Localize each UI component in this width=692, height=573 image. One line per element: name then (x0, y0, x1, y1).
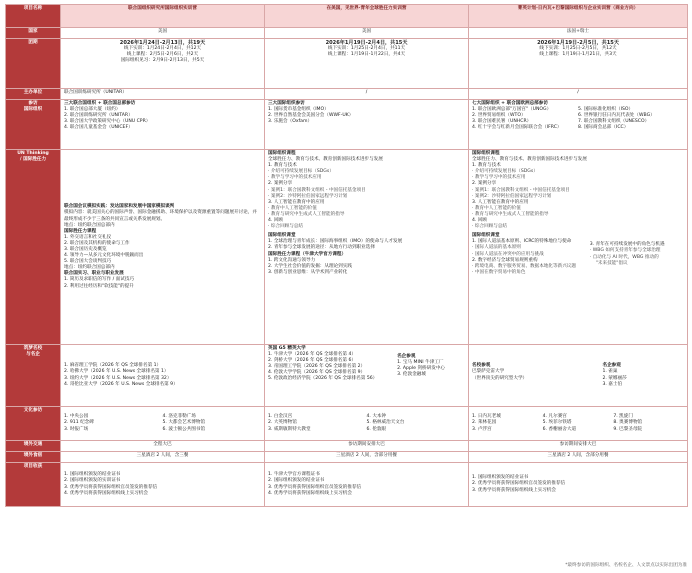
schools-p1-item: 1. 麻省理工学院（2026 年 QS 全球排名第 1） (64, 363, 162, 369)
unthinking-p3-item: · 案例2：沙特阿拉伯国家远程学习计划 (472, 193, 552, 199)
schools-p2-enterprise: 1. 宝马 MINI 牛津工厂 (397, 360, 444, 366)
schools-p2-item: 5. 伦敦政治经济学院（2026 年 QS 全球排名第 56） (268, 376, 378, 382)
unthinking-p1-section2-location: 地点：纽约联合国总部内 (64, 265, 115, 271)
lodging-p1: 三星酒店 2 人间，含三餐 (61, 452, 265, 463)
transport-p3: 参访期间安排大巴 (469, 441, 688, 452)
orgs-p1-item: 2. 联合国训练研究所（UNITAR） (64, 113, 133, 119)
unthinking-p2-item: 3. 创新与创业思维：从学术到产业转化 (268, 269, 348, 275)
culture-p2-item: 4. 大本钟 (366, 414, 387, 420)
unthinking-p2-item: 1. 教育与技术 (268, 163, 297, 169)
orgs-p3-item: 7. 联合国教科文组织（UNESCO） (578, 119, 650, 125)
country-p2: 美国 (265, 28, 469, 39)
country-p1: 美国 (61, 28, 265, 39)
rewards-p3-item: 3. 优秀学员将获得国际组织线上实习机会 (472, 487, 556, 493)
unthinking-p1-section2-title: 国际胜任力课程 (64, 228, 97, 234)
orgs-p3 (469, 100, 688, 150)
row-label-orgs: 参访 国际组织 (6, 100, 61, 150)
unthinking-p3-item: · 案例1：联合国教科文组织 - 中国信托基金项目 (472, 187, 570, 193)
culture-p2-item: 2. 大英博物馆 (268, 420, 297, 426)
row-label-transport: 境外交通 (6, 441, 61, 452)
unthinking-p2-item: 1. 跨文化沟通与领导力 (268, 257, 316, 263)
row-label-rewards: 项目收获 (6, 463, 61, 507)
schools-p3-item: 巴黎萨克雷大学 (472, 369, 505, 375)
schools-p2-item: 3. 帝国理工学院（2026 年 QS 全球排名第 2） (268, 364, 366, 370)
schedule-p1-line1: 线下实训：1月24日-2月4日，共12天 (123, 46, 202, 52)
footnote: *最终参访的国际组织、名校名企、人文景点以实际出团为准 (565, 563, 687, 568)
schedule-p2-line1: 线下实训：1月25日-2月4日，共11天 (327, 46, 406, 52)
culture-p1-item: 4. 洛克菲勒广场 (162, 414, 196, 420)
unthinking-p3-item: · 自动化与 AI 时代，WBG 推动的 (589, 254, 659, 260)
culture-p3-item: 6. 香榭丽舍大道 (542, 426, 577, 432)
unthinking-p3-item: · 教育中人工智能的价值 (472, 205, 521, 211)
unthinking-p3-item: 3. 人工智能在教育中的应用 (472, 199, 529, 205)
unthinking-p2-item: · 案例1：联合国教科文组织 - 中国信托基金项目 (268, 187, 366, 193)
culture-p3-item: 7. 凯旋门 (613, 414, 633, 420)
orgs-p1-item: 4. 联合国儿童基金会（UNICEF） (64, 125, 133, 131)
unthinking-p3-item: · 介绍可持续发展目标（SDGs） (472, 169, 538, 175)
unthinking-p1-item: 2. 利用过往经历和"软技能"的提升 (64, 283, 134, 289)
schools-p3-enterprise: 1. 雀巢 (602, 369, 618, 375)
schools-p2-item: 1. 牛津大学（2026 年 QS 全球排名第 4） (268, 352, 356, 358)
row-country (6, 28, 688, 39)
schools-p1-item: 3. 纽约大学（2026 年 U.S. News 全球排名第 32） (64, 375, 172, 381)
schedule-p1-line3: 国际组织见习：2月9日-2月13日，共5天 (120, 58, 205, 64)
unthinking-p2-item: 1. 全球治理与青年成长：国际海事组织（IMO）的使命与人才发展 (268, 239, 403, 245)
culture-p1-item: 5. 大都会艺术博物馆 (162, 420, 206, 426)
rewards-p1 (61, 463, 265, 507)
culture-p3-item: 5. 埃菲尔铁塔 (542, 420, 572, 426)
schedule-p3-dates: 2026年1月19日-2月5日，共15天 (537, 40, 619, 46)
schools-p2-title: 英国 G5 精英大学 (268, 346, 306, 351)
unthinking-p2-item: · 介绍可持续发展目标（SDGs） (268, 169, 334, 175)
rewards-p3-item: 2. 优秀学员将获得国际组织官员签发的推荐信 (472, 481, 566, 487)
culture-p1-item: 6. 波士顿公共图书馆 (162, 426, 206, 432)
header-corner: 项目名称 (6, 5, 61, 28)
unthinking-p2-item: 2. 青年参与全球发展的途径：从地方行动到职业选择 (268, 245, 375, 251)
unthinking-p3-item: · 跨境电商、数字服务贸易、数据本地化等新兴议题 (472, 263, 576, 269)
unthinking-p3-section1-title: 国际组织课程 (472, 151, 500, 156)
row-label-schools: 筑梦名校 与名企 (6, 345, 61, 407)
orgs-p3-item: 4. 红十字会与红新月会国际联合会（IFRC） (472, 125, 562, 131)
row-lodging (6, 452, 688, 463)
unthinking-p3-section1-body: 全球胜任力、教育与技术、教育创新国际技术进步与发展 (472, 157, 587, 163)
culture-p2-item: 3. 威斯敏斯特大教堂 (268, 426, 311, 432)
schedule-p2-dates: 2026年1月19日-2月4日，共15天 (325, 40, 408, 46)
orgs-p3-item: 6. 世界银行驻日内瓦代表处（WBG） (578, 113, 655, 119)
unthinking-p3-item: · 中国在数字贸易中的角色 (472, 269, 526, 275)
unthinking-p3-item: 4. 回顾 (472, 218, 488, 224)
rewards-p1-item: 4. 优秀学员将获得国际组织线上实习机会 (64, 490, 148, 496)
row-rewards (6, 463, 688, 507)
unthinking-p2-item: · 教育中人工智能的价值 (268, 205, 317, 211)
rewards-p2-item: 4. 优秀学员将获得国际组织线上实习机会 (268, 490, 352, 496)
rewards-p3 (469, 463, 688, 507)
orgs-p3-item: 1. 联合国欧洲总部"万国宫"（UNOG） (472, 107, 552, 113)
culture-p1-item: 1. 中央公园 (64, 414, 89, 420)
schools-p3-enterprise: 3. 嘉士伯 (602, 381, 623, 387)
schools-p3 (469, 345, 688, 407)
rewards-p2-item: 1. 牛津大学官方课程证书 (268, 472, 320, 478)
unthinking-p3-item: · 教学与学习中的技术应用 (472, 175, 526, 181)
orgs-p1 (61, 100, 265, 150)
transport-p1: 全程大巴 (61, 441, 265, 452)
orgs-p2-item: 1. 国际货币基金组织（IMO） (268, 107, 329, 113)
lodging-p2: 三星酒店 2 人间，含部分用餐 (265, 452, 469, 463)
schools-p2-item: 4. 伦敦大学学院（2026 年 QS 全球排名第 9） (268, 370, 366, 376)
culture-p2 (265, 407, 469, 441)
schools-p3-item: （世界顶尖的研究型大学） (472, 375, 528, 381)
unthinking-p2-section1-body: 全球胜任力、教育与技术、教育创新国际技术进步与发展 (268, 157, 383, 163)
culture-p1-item: 2. 911 纪念碑 (64, 420, 94, 426)
culture-p3-item: 2. 莱林花园 (472, 420, 497, 426)
unthinking-p1-item: 4. 领导力—从多元文化环境中脱颖而出 (64, 253, 144, 259)
orgs-p1-item: 3. 联合国大学政策研究中心（UNU CPR） (64, 119, 151, 125)
unthinking-p3-item: · 综合回顾与总结 (472, 224, 508, 230)
culture-p3 (469, 407, 688, 441)
unthinking-p1-item: 1. 外交语言和社交礼仪 (64, 234, 112, 240)
orgs-p2-item: 3. 乐施会（Oxfam） (268, 119, 313, 125)
culture-p2-item: 5. 格林威治天文台 (366, 420, 405, 426)
orgs-p1-title: 三大联合国组织 + 联合国总部参访 (64, 101, 136, 106)
schools-p2-item: 2. 剑桥大学（2026 年 QS 全球排名第 6） (268, 358, 356, 364)
rewards-p1-item: 3. 优秀学员将获得国际组织官员签发的推荐信 (64, 484, 158, 490)
row-host (6, 89, 688, 100)
host-p1: 联合国训练研究所（UNITAR） (61, 89, 265, 100)
schedule-p3-line1: 线下实训：1月25日-2月5日，共12天 (539, 46, 617, 52)
row-label-lodging: 境外食宿 (6, 452, 61, 463)
unthinking-p1-section1-body: 模拟内容：就美国关心的国际声誉、国际金融援助、环境保护以及资源重置等问题展开讨论，并最终形成不少于三条的共同宣言或关系发展规划。 (64, 210, 257, 222)
row-orgs (6, 100, 688, 150)
culture-p3-item: 3. 卢浮宫 (472, 426, 492, 432)
schools-p1-item: 2. 哈佛大学（2026 年 U.S. News 全球排名第 1） (64, 369, 169, 375)
unthinking-p3 (469, 150, 688, 345)
unthinking-p2-section3-title: 国际胜任力课程（牛津大学官方课程） (268, 251, 347, 257)
schools-p2-enterprise: 2. Apple 剑桥研发中心 (397, 366, 446, 372)
culture-p1 (61, 407, 265, 441)
program-title-2: 在美国，见世界·青年全球胜任力实训营 (265, 5, 469, 28)
program-comparison-table (5, 4, 688, 507)
orgs-p3-item: 5. 国际标准化组织（ISO） (578, 107, 634, 113)
unthinking-p2-section1-title: 国际组织课程 (268, 151, 296, 156)
unthinking-p1-section1-title: 联合国会议模拟实践：发达国家和发展中国家模拟谈判 (64, 204, 175, 210)
culture-p2-item: 6. 伦敦眼 (366, 426, 387, 432)
header-row (6, 5, 688, 28)
unthinking-p3-item: 3. 青年在可持续发展中的角色与机遇 (589, 242, 665, 248)
schedule-p1-dates: 2026年1月24日-2月13日，共19天 (119, 40, 206, 46)
schools-p3-title: 名校参观 (472, 363, 491, 369)
row-label-culture: 文化参访 (6, 407, 61, 441)
row-label-host: 主办单位 (6, 89, 61, 100)
unthinking-p3-item: · 国际人道法的基本原则 (472, 245, 521, 251)
orgs-p2-item: 2. 世界自然基金会美国分会（WWF-UK） (268, 113, 354, 119)
row-transport (6, 441, 688, 452)
rewards-p1-item: 2. 国际组织颁发的实训证书 (64, 478, 121, 484)
schools-p1-item: 4. 哥伦比亚大学（2026 年 U.S. News 全球排名第 9） (64, 381, 178, 387)
unthinking-p3-item: 2. 数字经济与全球贸易规则重构 (472, 257, 538, 263)
transport-p2: 参访期间安排大巴 (265, 441, 469, 452)
schools-p3-enterprise: 2. 蒙娜丽莎 (602, 375, 627, 381)
unthinking-p1-item: 3. 联合国历史及概览 (64, 247, 107, 252)
schedule-p2-line2: 线上课程：1月19日-1月22日，共4天 (327, 52, 406, 58)
orgs-p2 (265, 100, 469, 150)
culture-p3-item: 4. 凡尔赛宫 (542, 414, 567, 420)
schedule-p1-line2: 线上课程：2月5日-2月6日，共2天 (126, 52, 199, 58)
unthinking-p1-item: 5. 联合国大会谈判技巧 (64, 259, 112, 265)
unthinking-p2 (265, 150, 469, 345)
unthinking-p1 (61, 150, 265, 345)
unthinking-p3-item: "未来技能"倡议 (595, 260, 628, 266)
unthinking-p2-item: 3. 人工智能在教育中的应用 (268, 199, 325, 205)
schools-p2-enterprise-title: 名企参观 (397, 354, 416, 359)
unthinking-p1-section3-title: 联合国实习、职业与职业发展 (64, 271, 124, 277)
program-title-1: 联合国组织研究所国际组织实训营 (61, 5, 265, 28)
program-title-3: 菁英计划·日内瓦+巴黎国际组织与企业实训营（商业方向） (469, 5, 688, 28)
row-schools (6, 345, 688, 407)
culture-p2-item: 1. 白金汉宫 (268, 414, 293, 420)
rewards-p1-item: 1. 国际组织颁发的结业证书 (64, 472, 121, 478)
lodging-p3: 三星酒店 2 人间，含部分用餐 (469, 452, 688, 463)
unthinking-p3-item: · 教育与研究中生成式人工智能的指导 (472, 211, 549, 217)
orgs-p3-title: 七大国际组织 + 联合国欧洲总部参访 (472, 101, 548, 106)
unthinking-p3-item: · 国际人道法在冲突中的应用与挑战 (472, 251, 544, 257)
host-p2: / (265, 89, 469, 100)
unthinking-p2-item: 2. 案例分享 (268, 181, 293, 187)
row-schedule (6, 39, 688, 89)
rewards-p2-item: 2. 国际组织颁发的结业证书 (268, 478, 325, 484)
country-p3: 法国+瑞士 (469, 28, 688, 39)
rewards-p2-item: 3. 优秀学员将获得国际组织官员签发的推荐信 (268, 484, 362, 490)
unthinking-p3-item: 1. 教育与技术 (472, 163, 501, 169)
schools-p3-enterprise-title: 名企参观 (602, 363, 621, 369)
row-unthinking (6, 150, 688, 345)
schools-p2-enterprise: 3. 伦敦金融城 (397, 372, 426, 378)
culture-p3-item: 9. 巴黎圣母院 (613, 426, 643, 432)
schedule-p1 (61, 39, 265, 89)
unthinking-p2-item: · 教学与学习中的技术应用 (268, 175, 322, 181)
culture-p3-item: 8. 奥赛博物馆 (613, 420, 643, 426)
schools-p2 (265, 345, 469, 407)
orgs-p3-item: 2. 世界贸易组织（WTO） (472, 113, 526, 119)
row-label-unthinking: UN Thinking / 国际胜任力 (6, 150, 61, 345)
unthinking-p3-item: 1. 国际人道法基本原则、ICRC的特殊地位与使命 (472, 239, 572, 245)
unthinking-p3-item: 2. 案例分享 (472, 181, 497, 187)
unthinking-p2-item: 4. 回顾 (268, 218, 284, 224)
culture-p3-item: 1. 日内瓦老城 (472, 414, 501, 420)
unthinking-p1-section1-location: 地点：纽约联合国总部内 (64, 222, 115, 228)
unthinking-p2-item: · 教育与研究中生成式人工智能的指导 (268, 211, 345, 217)
unthinking-p1-item: 1. 简历及求职信的写作 / 面试技巧 (64, 277, 135, 283)
unthinking-p2-section2-title: 国际组织课堂 (268, 233, 296, 239)
row-label-schedule: 团期 (6, 39, 61, 89)
schedule-p2 (265, 39, 469, 89)
host-p3: / (469, 89, 688, 100)
schedule-p3-line2: 线上课程：1月19日-1月21日，共3天 (539, 52, 617, 58)
rewards-p2 (265, 463, 469, 507)
culture-p1-item: 3. 时报广场 (64, 426, 89, 432)
orgs-p3-item: 3. 联合国难民署（UNHCR） (472, 119, 532, 125)
row-culture (6, 407, 688, 441)
unthinking-p2-item: · 综合回顾与总结 (268, 224, 304, 230)
orgs-p2-title: 三大国际组织参访 (268, 101, 305, 106)
rewards-p3-item: 1. 国际组织颁发的结业证书 (472, 475, 529, 481)
unthinking-p2-item: · 案例2：沙特阿拉伯国家远程学习计划 (268, 193, 348, 199)
schedule-p3 (469, 39, 688, 89)
row-label-country: 国家 (6, 28, 61, 39)
schools-p1 (61, 345, 265, 407)
unthinking-p1-item: 2. 联合国及其机构的使命与工作 (64, 240, 130, 246)
unthinking-p3-item: · WBG 如何支持青年参与全球治理 (589, 248, 661, 254)
orgs-p3-item: 8. 国际商会总部（ICC） (578, 125, 629, 131)
unthinking-p3-section2-title: 国际组织课堂 (472, 233, 500, 239)
unthinking-p2-item: 2. 大学生社会价值的发掘：从理论到实践 (268, 263, 352, 269)
orgs-p1-item: 1. 联合国总部大厦（纽约） (64, 107, 121, 113)
